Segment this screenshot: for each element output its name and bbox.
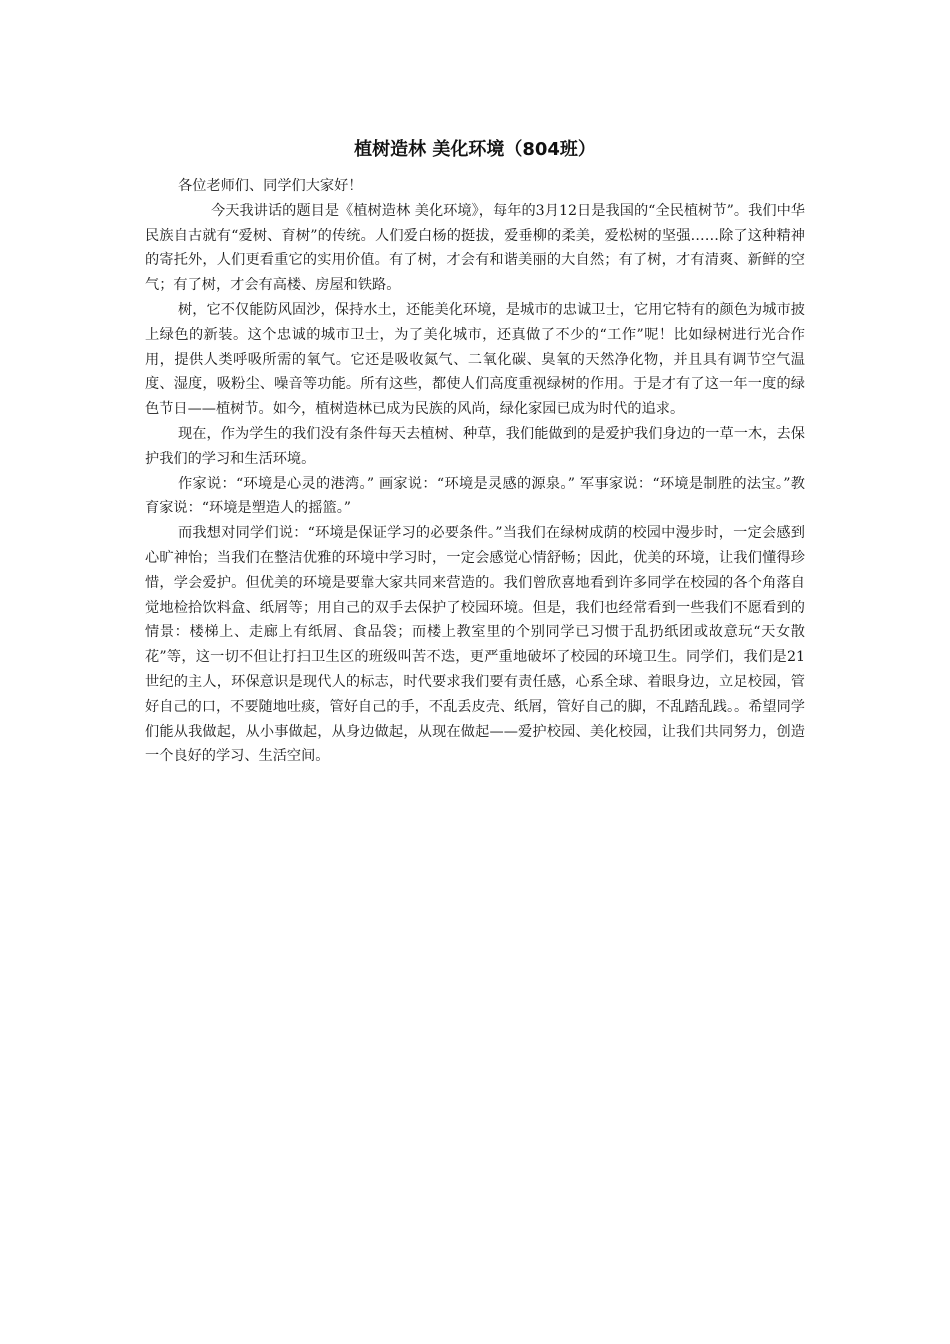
body-paragraph: 作家说：“环境是心灵的港湾。” 画家说：“环境是灵感的源泉。” 军事家说：“环境是制胜的法宝。”教育家说：“环境是塑造人的摇篮。” bbox=[145, 475, 805, 517]
body-paragraph: 现在，作为学生的我们没有条件每天去植树、种草，我们能做到的是爱护我们身边的一草一木，去保护我们的学习和生活环境。 bbox=[145, 425, 805, 467]
greeting-paragraph: 各位老师们、同学们大家好！ bbox=[178, 178, 363, 194]
body-paragraph: 树，它不仅能防风固沙，保持水土，还能美化环境，是城市的忠诚卫士，它用它特有的颜色为城市披上绿色的新装。这个忠诚的城市卫士，为了美化城市，还真做了不少的“工作”呢！比如绿树进行光合作用，提供人类呼吸所需的氧气。它还是吸收氮气、二氧化碳、臭氧的天然净化物，并且具有调节空气温度、湿度，吸粉尘、噪音等功能。所有这些，都使人们高度重视绿树的作用。于是才有了这一年一度的绿色节日——植树节。如今，植树造林已成为民族的风尚，绿化家园已成为时代的追求。 bbox=[145, 301, 805, 418]
document-title: 植树造林 美化环境（804班） bbox=[354, 139, 596, 160]
document-body bbox=[145, 174, 805, 769]
body-paragraph: 而我想对同学们说：“环境是保证学习的必要条件。”当我们在绿树成荫的校园中漫步时，一定会感到心旷神怡；当我们在整洁优雅的环境中学习时，一定会感觉心情舒畅；因此，优美的环境，让我们懂得珍惜，学会爱护。但优美的环境是要靠大家共同来营造的。我们曾欣喜地看到许多同学在校园的各个角落自觉地检拾饮料盒、纸屑等；用自己的双手去保护了校园环境。但是，我们也经常看到一些我们不愿看到的情景：楼梯上、走廊上有纸屑、食品袋；而楼上教室里的个别同学已习惯于乱扔纸团或故意玩“天女散花”等，这一切不但让打扫卫生区的班级叫苦不迭，更严重地破坏了校园的环境卫生。同学们，我们是21世纪的主人，环保意识是现代人的标志，时代要求我们要有责任感，心系全球、着眼身边，立足校园，管好自己的口，不要随地吐痰，管好自己的手，不乱丢皮壳、纸屑，管好自己的脚，不乱踏乱践。。希望同学们能从我做起，从小事做起，从身边做起，从现在做起——爱护校园、美化校园，让我们共同努力，创造一个良好的学习、生活空间。 bbox=[145, 525, 805, 765]
body-paragraph: 今天我讲话的题目是《植树造林 美化环境》，每年的3月12日是我国的“全民植树节”。我们中华民族自古就有“爱树、育树”的传统。人们爱白杨的挺拔，爱垂柳的柔美，爱松树的坚强……除了这种精神的寄托外，人们更看重它的实用价值。有了树，才会有和谐美丽的大自然；有了树，才有清爽、新鲜的空气；有了树，才会有高楼、房屋和铁路。 bbox=[145, 202, 805, 294]
